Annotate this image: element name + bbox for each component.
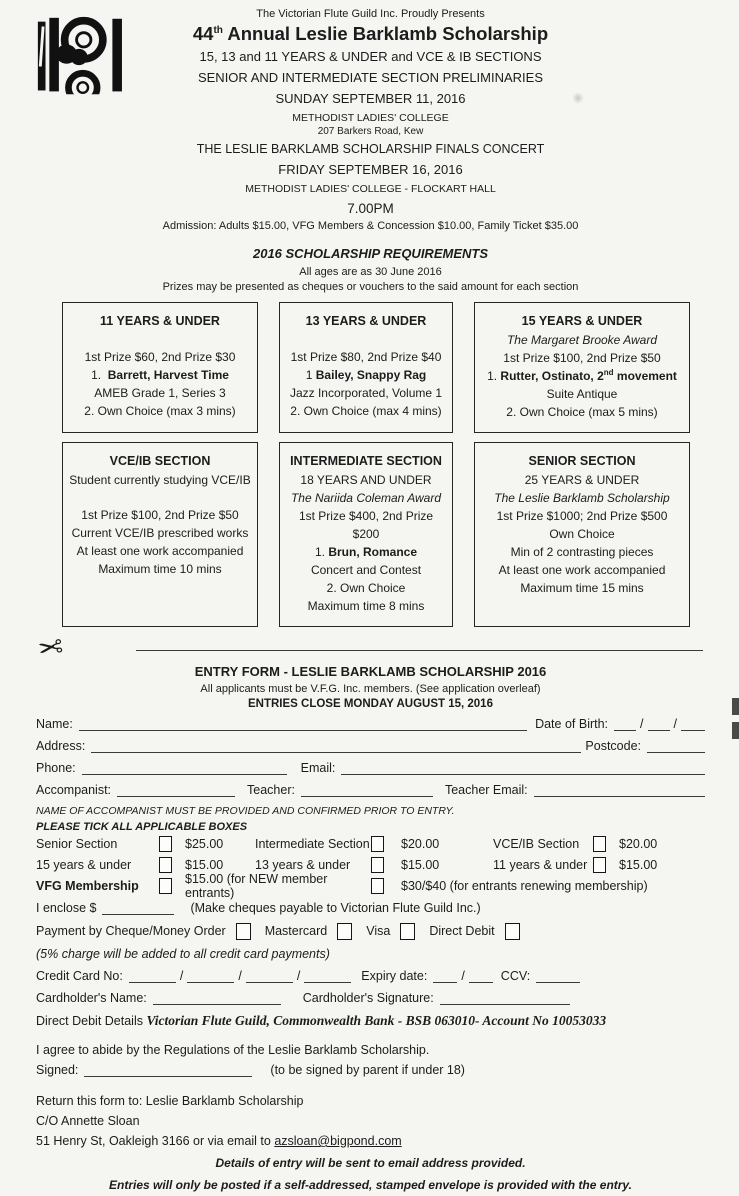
section-box-11-under (62, 302, 258, 433)
piece-title: Barrett, Harvest Time (107, 367, 229, 382)
section-title: SENIOR SECTION (528, 453, 636, 468)
piece-number: 1 (305, 367, 313, 382)
own-choice-line: 2. Own Choice (max 3 mins) (84, 403, 236, 418)
section-subtitle: 18 YEARS AND UNDER (300, 472, 432, 487)
cardholder-row (36, 991, 705, 1005)
cardholder-name-label: Cardholder's Name: (36, 990, 147, 1005)
requirements-ages: All ages are as 30 June 2016 (299, 266, 442, 278)
scissors-icon: ✂ (35, 629, 66, 667)
name-label: Name: (36, 716, 73, 731)
direct-debit-details: Victorian Flute Guild, Commonwealth Bank - BSB 063010- Account No 10053033 (146, 1012, 607, 1028)
piece-number: 1. (314, 544, 325, 559)
section-title: INTERMEDIATE SECTION (290, 453, 442, 468)
dob-label: Date of Birth: (535, 716, 609, 731)
card-number-line (129, 969, 176, 983)
intermediate-section-checkbox[interactable] (371, 836, 384, 852)
payment-option-label: Visa (366, 924, 391, 938)
email-details-footer: Details of entry will be sent to email address provided. (215, 1156, 526, 1171)
piece-source: AMEB Grade 1, Series 3 (94, 385, 226, 400)
postcode-field-line (647, 739, 705, 753)
requirement-line: Own Choice (549, 526, 615, 541)
agreement-line: I agree to abide by the Regulations of the Leslie Barklamb Scholarship. (36, 1042, 430, 1057)
admission-line: Admission: Adults $15.00, VFG Members & Concession $10.00, Family Ticket $35.00 (162, 220, 579, 232)
payment-label: Payment by Cheque/Money Order (36, 924, 226, 938)
fee-price: $20.00 (401, 836, 440, 851)
set-piece-line (284, 366, 448, 384)
own-choice-line: 2. Own Choice (max 4 mins) (290, 403, 442, 418)
fee-price: $25.00 (185, 836, 224, 851)
cut-here-divider (35, 629, 705, 667)
title-ordinal: th (213, 24, 223, 36)
enclose-amount-line (102, 901, 174, 915)
requirement-line: At least one work accompanied (498, 562, 666, 577)
phone-field-line (82, 761, 287, 775)
email-label: Email: (300, 760, 336, 775)
visa-checkbox[interactable] (400, 923, 415, 940)
fee-label: Intermediate Section (255, 836, 370, 851)
accompanist-row (36, 783, 705, 797)
prize-line: 1st Prize $100, 2nd Prize $50 (503, 350, 661, 365)
piece-source: Suite Antique (546, 386, 618, 401)
section-title: VCE/IB SECTION (109, 453, 211, 468)
fee-price: $15.00 (185, 857, 224, 872)
credit-card-label: Credit Card No: (36, 968, 123, 983)
vfg-membership-label: VFG Membership (36, 878, 139, 893)
fee-label: 15 years & under (36, 857, 132, 872)
tick-boxes-note: PLEASE TICK ALL APPLICABLE BOXES (36, 820, 248, 833)
postcode-label: Postcode: (585, 738, 641, 753)
signed-label: Signed: (36, 1062, 79, 1077)
concert-date: FRIDAY SEPTEMBER 16, 2016 (278, 162, 463, 177)
prelim-venue-address: 207 Barkers Road, Kew (317, 126, 424, 137)
payment-option-label: Direct Debit (429, 924, 495, 938)
section-box-senior (474, 442, 690, 627)
slash-separator: / (179, 968, 184, 983)
section-title: 15 YEARS & UNDER (521, 314, 643, 328)
direct-debit-checkbox[interactable] (505, 923, 520, 940)
piece-number: 1. (487, 368, 498, 383)
signed-row (36, 1063, 705, 1077)
requirement-line: At least one work accompanied (76, 543, 244, 558)
card-number-line (187, 969, 234, 983)
card-number-line (304, 969, 351, 983)
address-row (36, 739, 705, 753)
sections-line: 15, 13 and 11 YEARS & UNDER and VCE & IB SECTIONS (199, 49, 542, 64)
fee-label: VCE/IB Section (493, 836, 580, 851)
15-under-checkbox[interactable] (159, 857, 172, 873)
slash-separator: / (673, 716, 677, 731)
cardholder-signature-label: Cardholder's Signature: (302, 990, 434, 1005)
expiry-month-line (433, 969, 457, 983)
award-name: The Margaret Brooke Award (506, 332, 658, 347)
return-address-block (36, 1091, 705, 1152)
section-title: 13 YEARS & UNDER (305, 314, 427, 328)
fee-label: 11 years & under (493, 857, 588, 872)
cardholder-name-line (153, 991, 281, 1005)
piece-source: Concert and Contest (310, 562, 422, 577)
signature-line (84, 1063, 252, 1077)
prize-line: 1st Prize $400, 2nd Prize $200 (298, 508, 434, 541)
dob-year-line (681, 717, 705, 731)
contact-email-link[interactable]: azsloan@bigpond.com (274, 1134, 402, 1148)
enclose-row (36, 901, 705, 915)
presents-line: The Victorian Flute Guild Inc. Proudly Presents (256, 8, 485, 20)
teacher-label: Teacher: (247, 782, 295, 797)
membership-renew-price: $30/$40 (for entrants renewing membership) (401, 878, 648, 893)
phone-label: Phone: (36, 760, 76, 775)
requirement-line: Current VCE/IB prescribed works (71, 525, 249, 540)
name-row (36, 717, 705, 731)
cheque-money-order-checkbox[interactable] (236, 923, 251, 940)
prelim-date: SUNDAY SEPTEMBER 11, 2016 (275, 91, 466, 106)
cut-line (136, 650, 703, 651)
section-box-13-under (279, 302, 453, 433)
membership-note: All applicants must be V.F.G. Inc. members. (See application overleaf) (200, 682, 541, 695)
section-title: 11 YEARS & UNDER (100, 314, 220, 328)
slash-separator: / (461, 968, 465, 983)
fee-price: $20.00 (619, 836, 658, 851)
return-line: C/O Annette Sloan (36, 1113, 140, 1128)
slash-separator: / (640, 716, 644, 731)
fee-price: $15.00 (401, 857, 440, 872)
email-field-line (341, 761, 705, 775)
prelims-line: SENIOR AND INTERMEDIATE SECTION PRELIMINARIES (197, 70, 544, 85)
section-box-intermediate (279, 442, 453, 627)
flute-guild-logo-icon (30, 14, 126, 103)
prize-line: 1st Prize $100, 2nd Prize $50 (81, 507, 239, 522)
piece-source: Jazz Incorporated, Volume 1 (289, 385, 443, 400)
senior-section-checkbox[interactable] (159, 836, 172, 852)
section-subtitle: 25 YEARS & UNDER (524, 472, 640, 487)
requirement-line: Maximum time 15 mins (520, 580, 644, 595)
piece-title: Brun, Romance (328, 544, 418, 559)
credit-card-row (36, 969, 705, 983)
phone-email-row (36, 761, 705, 775)
slash-separator: / (296, 968, 301, 983)
requirement-line: Maximum time 10 mins (98, 561, 222, 576)
cardholder-signature-line (440, 991, 570, 1005)
requirement-line: Min of 2 contrasting pieces (510, 544, 654, 559)
prize-line: 1st Prize $80, 2nd Prize $40 (290, 349, 442, 364)
own-choice-line: 2. Own Choice (326, 580, 406, 595)
signed-note: (to be signed by parent if under 18) (270, 1062, 465, 1077)
piece-number: 1. (91, 367, 102, 382)
title-text: Annual Leslie Barklamb Scholarship (222, 23, 549, 44)
return-line (36, 1131, 705, 1151)
concert-title: THE LESLIE BARKLAMB SCHOLARSHIP FINALS CONCERT (196, 142, 545, 156)
piece-title: Rutter, Ostinato, 2nd movement (500, 367, 677, 383)
dob-day-line (614, 717, 636, 731)
title-number: 44 (192, 23, 214, 44)
prize-line: 1st Prize $60, 2nd Prize $30 (84, 349, 236, 364)
fees-grid (36, 835, 705, 900)
payment-option-label: Mastercard (264, 924, 328, 938)
ccv-label: CCV: (500, 968, 531, 983)
mastercard-checkbox[interactable] (337, 923, 352, 940)
accompanist-field-line (117, 783, 235, 797)
concert-time: 7.00PM (347, 201, 394, 216)
surcharge-note: (5% charge will be added to all credit card payments) (36, 946, 330, 961)
fee-label: Senior Section (36, 836, 118, 851)
max-time-line: Maximum time 8 mins (307, 598, 425, 613)
section-box-vce-ib (62, 442, 258, 627)
award-name: The Nariida Coleman Award (290, 490, 442, 505)
set-piece-line (67, 366, 253, 384)
sase-footer: Entries will only be posted if a self-addressed, stamped envelope is provided with the entry. (108, 1178, 632, 1193)
set-piece-line (284, 543, 448, 561)
direct-debit-row (36, 1013, 705, 1029)
own-choice-line: 2. Own Choice (max 5 mins) (506, 404, 658, 419)
page-title (36, 23, 705, 45)
requirements-note: Prizes may be presented as cheques or vouchers to the said amount for each section (162, 281, 579, 293)
return-address-text: 51 Henry St, Oakleigh 3166 or via email to (36, 1134, 275, 1148)
vfg-membership-new-checkbox[interactable] (159, 878, 172, 894)
scan-edge-artifact (732, 722, 739, 739)
accompanist-label: Accompanist: (36, 782, 112, 797)
entry-form-title: ENTRY FORM - LESLIE BARKLAMB SCHOLARSHIP 2016 (194, 663, 547, 679)
ccv-line (536, 969, 580, 983)
membership-new-price: $15.00 (for NEW member entrants) (185, 871, 328, 900)
address-field-line (91, 739, 581, 753)
cheque-note: (Make cheques payable to Victorian Flute Guild Inc.) (190, 900, 481, 915)
return-line: Return this form to: Leslie Barklamb Scholarship (36, 1093, 304, 1108)
requirements-title: 2016 SCHOLARSHIP REQUIREMENTS (252, 246, 488, 261)
direct-debit-label: Direct Debit Details (36, 1013, 143, 1028)
teacher-email-field-line (534, 783, 705, 797)
slash-separator: / (238, 968, 242, 983)
concert-venue: METHODIST LADIES' COLLEGE - FLOCKART HALL (245, 183, 496, 195)
name-field-line (79, 717, 527, 731)
section-box-15-under (474, 302, 690, 433)
prelim-venue: METHODIST LADIES' COLLEGE (292, 112, 449, 124)
expiry-year-line (469, 969, 493, 983)
vce-ib-section-checkbox[interactable] (593, 836, 606, 852)
card-number-line (246, 969, 293, 983)
teacher-email-label: Teacher Email: (444, 782, 528, 797)
prize-line: 1st Prize $1000; 2nd Prize $500 (496, 508, 668, 523)
section-boxes-grid (62, 302, 705, 627)
13-under-checkbox[interactable] (371, 857, 384, 873)
fee-price: $15.00 (619, 857, 658, 872)
award-name: The Leslie Barklamb Scholarship (494, 490, 670, 505)
accompanist-note: NAME OF ACCOMPANIST MUST BE PROVIDED AND CONFIRMED PRIOR TO ENTRY. (36, 804, 455, 817)
payment-row (36, 923, 705, 940)
address-label: Address: (36, 738, 86, 753)
closing-date-line: ENTRIES CLOSE MONDAY AUGUST 15, 2016 (248, 697, 493, 710)
scan-smudge-artifact (572, 92, 584, 104)
expiry-label: Expiry date: (361, 968, 428, 983)
set-piece-line (479, 367, 685, 385)
11-under-checkbox[interactable] (593, 857, 606, 873)
enclose-label: I enclose $ (36, 900, 97, 915)
fee-label: 13 years & under (255, 857, 351, 872)
teacher-field-line (301, 783, 433, 797)
scan-edge-artifact (732, 698, 739, 715)
piece-title: Bailey, Snappy Rag (315, 367, 427, 382)
vfg-membership-renew-checkbox[interactable] (371, 878, 384, 894)
section-subtitle: Student currently studying VCE/IB (69, 472, 251, 487)
dob-month-line (648, 717, 670, 731)
